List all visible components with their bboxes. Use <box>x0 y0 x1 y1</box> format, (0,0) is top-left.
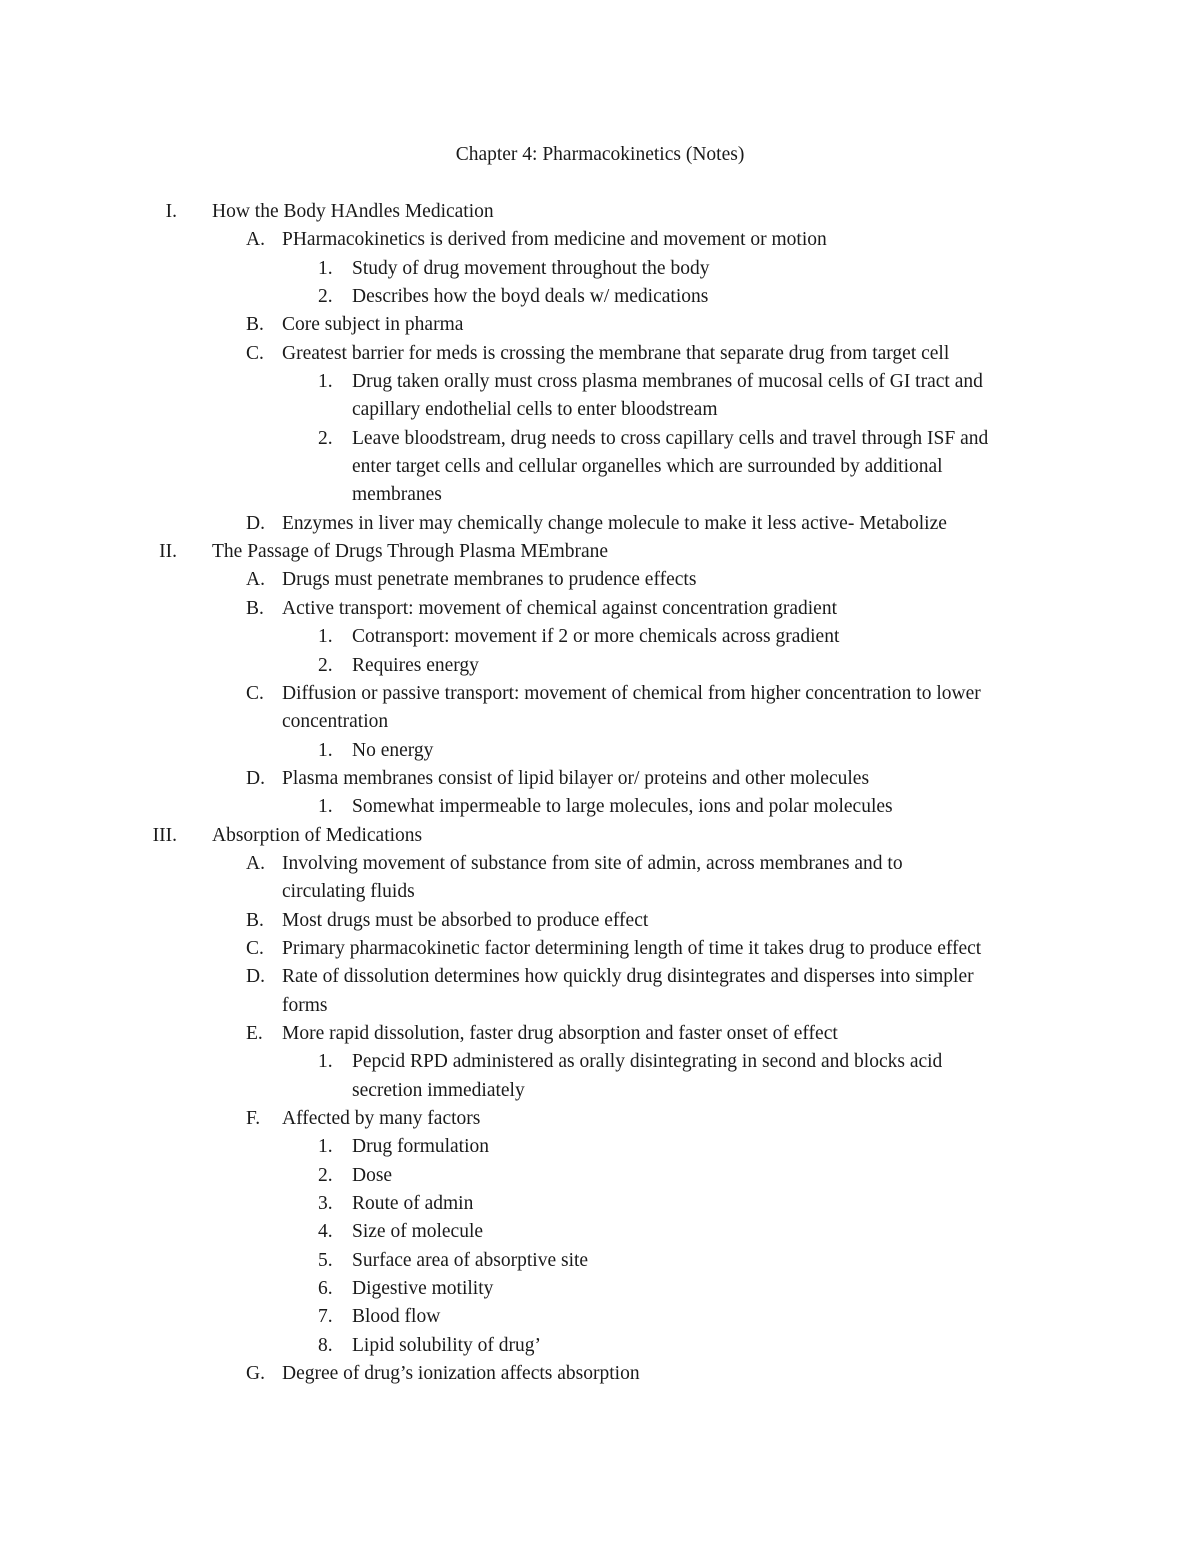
outline-text: No energy <box>352 739 434 761</box>
outline-line-item <box>0 1077 1200 1105</box>
outline-line-section <box>0 822 1200 850</box>
outline-marker: 1. <box>318 1051 333 1073</box>
outline-text: More rapid dissolution, faster drug absorption and faster onset of effect <box>282 1022 838 1044</box>
outline-line-subsection <box>0 878 1200 906</box>
outline-text: Surface area of absorptive site <box>352 1249 589 1271</box>
outline-marker: 1. <box>318 796 333 818</box>
outline-line-item <box>0 425 1200 453</box>
outline-marker: D. <box>246 512 265 534</box>
outline-marker: B. <box>246 314 264 336</box>
outline-marker: A. <box>246 229 265 251</box>
outline-line-item <box>0 1133 1200 1161</box>
outline-marker: A. <box>246 569 265 591</box>
outline-line-item <box>0 1275 1200 1303</box>
outline-text: capillary endothelial cells to enter bloodstream <box>352 399 718 421</box>
outline-marker: 2. <box>318 654 333 676</box>
outline-line-subsection <box>0 340 1200 368</box>
outline-line-item <box>0 255 1200 283</box>
outline-line-subsection <box>0 566 1200 594</box>
outline-text: forms <box>282 994 328 1016</box>
outline-line-subsection <box>0 850 1200 878</box>
outline-line-subsection <box>0 992 1200 1020</box>
outline-marker: III. <box>152 824 177 846</box>
outline-marker: 4. <box>318 1221 333 1243</box>
outline-text: Study of drug movement throughout the body <box>352 257 710 279</box>
outline-text: Primary pharmacokinetic factor determining length of time it takes drug to produce effect <box>282 937 982 959</box>
outline-text: Affected by many factors <box>282 1108 481 1129</box>
outline-text: enter target cells and cellular organelles which are surrounded by additional <box>352 456 943 478</box>
outline-text: Dose <box>352 1164 393 1186</box>
outline-line-item <box>0 481 1200 509</box>
outline-marker: G. <box>246 1363 265 1385</box>
outline-marker: I. <box>165 201 177 222</box>
outline-text: Enzymes in liver may chemically change molecule to make it less active- Metabolize <box>282 512 947 534</box>
outline-marker: D. <box>246 767 265 789</box>
outline-marker: 6. <box>318 1278 333 1300</box>
outline-marker: 1. <box>318 739 333 761</box>
outline-line-subsection <box>0 510 1200 538</box>
outline-text: secretion immediately <box>352 1079 525 1101</box>
outline-line-subsection <box>0 1105 1200 1133</box>
outline-text: Drugs must penetrate membranes to prudence effects <box>282 569 697 591</box>
outline-line-item <box>0 283 1200 311</box>
outline-marker: A. <box>246 852 265 874</box>
outline-marker: 1. <box>318 257 333 279</box>
outline-line-subsection <box>0 1360 1200 1388</box>
outline-marker: 7. <box>318 1306 333 1328</box>
outline-line-item <box>0 623 1200 651</box>
outline-text: Drug formulation <box>352 1136 490 1158</box>
outline-line-item <box>0 1048 1200 1076</box>
outline-marker: F. <box>246 1108 261 1129</box>
outline-marker: 5. <box>318 1249 333 1271</box>
outline-text: Diffusion or passive transport: movement of chemical from higher concentration to lower <box>282 682 981 704</box>
document-title: Chapter 4: Pharmacokinetics (Notes) <box>455 144 745 165</box>
outline-marker: 2. <box>318 427 333 449</box>
outline-text: PHarmacokinetics is derived from medicine and movement or motion <box>282 229 827 251</box>
outline-marker: B. <box>246 597 264 619</box>
outline-text: Digestive motility <box>352 1278 494 1300</box>
outline-text: Somewhat impermeable to large molecules, ions and polar molecules <box>352 796 893 818</box>
outline-line-item <box>0 368 1200 396</box>
outline-text: circulating fluids <box>282 881 415 903</box>
outline-line-item <box>0 737 1200 765</box>
outline-marker: 1. <box>318 1136 333 1158</box>
outline-text: The Passage of Drugs Through Plasma MEmbrane <box>212 541 609 563</box>
outline-line-item <box>0 1162 1200 1190</box>
outline-line-item <box>0 1247 1200 1275</box>
outline-text: Greatest barrier for meds is crossing the membrane that separate drug from target cell <box>282 342 950 364</box>
outline-text: membranes <box>352 484 442 506</box>
outline-line-item <box>0 396 1200 424</box>
outline-line-item <box>0 1190 1200 1218</box>
outline-text: Requires energy <box>352 654 479 676</box>
outline-text: Pepcid RPD administered as orally disintegrating in second and blocks acid <box>352 1051 943 1073</box>
outline-text: Lipid solubility of drug’ <box>352 1334 542 1356</box>
outline-line-subsection <box>0 226 1200 254</box>
outline-text: Blood flow <box>352 1306 441 1328</box>
outline-line-subsection <box>0 935 1200 963</box>
outline-marker: II. <box>159 541 177 563</box>
outline-line-item <box>0 453 1200 481</box>
outline-line-subsection <box>0 907 1200 935</box>
outline-text: Rate of dissolution determines how quickly drug disintegrates and disperses into simpler <box>282 966 974 988</box>
outline-marker: 8. <box>318 1334 333 1356</box>
outline-marker: 2. <box>318 1164 333 1186</box>
outline-marker: 3. <box>318 1193 333 1215</box>
outline-line-subsection <box>0 1020 1200 1048</box>
outline-line-item <box>0 1218 1200 1246</box>
outline-line-item <box>0 652 1200 680</box>
outline-line-item <box>0 793 1200 821</box>
outline-marker: E. <box>246 1022 263 1044</box>
outline-line-subsection <box>0 311 1200 339</box>
outline-marker: 2. <box>318 286 333 308</box>
notes-outline <box>0 198 1200 1388</box>
outline-marker: C. <box>246 342 264 364</box>
outline-marker: 1. <box>318 626 333 648</box>
outline-text: Involving movement of substance from site of admin, across membranes and to <box>282 852 903 874</box>
outline-line-subsection <box>0 708 1200 736</box>
outline-line-section <box>0 538 1200 566</box>
outline-text: Active transport: movement of chemical against concentration gradient <box>282 597 838 619</box>
outline-text: Cotransport: movement if 2 or more chemicals across gradient <box>352 626 840 648</box>
outline-marker: C. <box>246 937 264 959</box>
outline-text: Leave bloodstream, drug needs to cross capillary cells and travel through ISF and <box>352 427 989 449</box>
outline-text: Core subject in pharma <box>282 314 464 336</box>
outline-text: Size of molecule <box>352 1221 484 1243</box>
outline-line-subsection <box>0 963 1200 991</box>
outline-text: Drug taken orally must cross plasma membranes of mucosal cells of GI tract and <box>352 371 983 393</box>
outline-text: How the Body HAndles Medication <box>212 201 494 222</box>
outline-marker: C. <box>246 682 264 704</box>
outline-line-item <box>0 1332 1200 1360</box>
outline-text: Absorption of Medications <box>212 824 423 846</box>
outline-text: Plasma membranes consist of lipid bilayer or/ proteins and other molecules <box>282 767 870 789</box>
outline-marker: D. <box>246 966 265 988</box>
outline-marker: 1. <box>318 371 333 393</box>
outline-text: Degree of drug’s ionization affects absorption <box>282 1363 640 1385</box>
outline-line-subsection <box>0 765 1200 793</box>
outline-line-subsection <box>0 595 1200 623</box>
outline-marker: B. <box>246 909 264 931</box>
outline-text: Route of admin <box>352 1193 474 1215</box>
outline-text: Describes how the boyd deals w/ medications <box>352 286 709 308</box>
outline-line-section <box>0 198 1200 226</box>
outline-text: concentration <box>282 711 389 733</box>
outline-text: Most drugs must be absorbed to produce effect <box>282 909 649 931</box>
outline-line-subsection <box>0 680 1200 708</box>
outline-line-item <box>0 1303 1200 1331</box>
